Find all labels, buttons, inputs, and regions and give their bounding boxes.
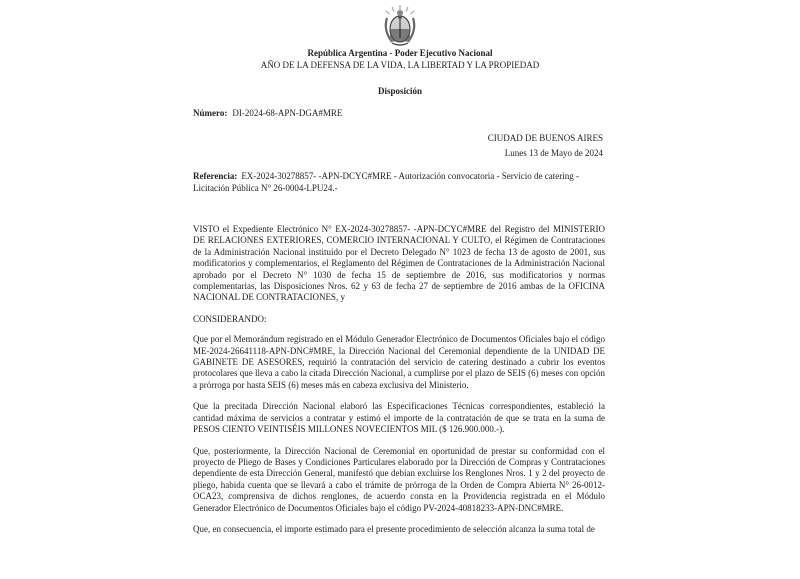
document-number bbox=[193, 108, 342, 118]
document-date: Lunes 13 de Mayo de 2024 bbox=[504, 148, 603, 158]
considerando-heading: CONSIDERANDO: bbox=[193, 313, 267, 324]
paragraph-specifications: Que la precitada Dirección Nacional elaboró las Especificaciones Técnicas correspondientes, estableció la cantidad máxima de servicios a contratar y estimó el importe de la contratación de que se trata en la suma de PESOS CIENTO VEINTISÉIS MILLONES NOVECIENTOS MIL ($ 126.900.000.-). bbox=[193, 401, 605, 435]
document-body bbox=[193, 224, 605, 545]
document-city: CIUDAD DE BUENOS AIRES bbox=[487, 133, 603, 143]
number-value: DI-2024-68-APN-DGA#MRE bbox=[232, 108, 343, 118]
document-reference bbox=[193, 170, 603, 194]
national-seal-icon bbox=[378, 4, 422, 48]
paragraph-consequence: Que, en consecuencia, el importe estimado para el presente procedimiento de selección alcanza la suma total de bbox=[193, 523, 595, 534]
paragraph-memorandum: Que por el Memorándum registrado en el Módulo Generador Electrónico de Documentos Oficiales bajo el código ME-2024-26641118-APN-DNC#MRE, la Dirección Nacional del Ceremonial dependiente de la UNIDAD DE GABINETE DE ASESORES, requirió la contratación del servicio de catering destinado a cubrir los eventos protocolares que lleva a cabo la citada Dirección Nacional, a cumplirse por el plazo de SEIS (6) meses con opción a prórroga por hasta SEIS (6) meses más en cabeza exclusiva del Ministerio. bbox=[193, 334, 605, 390]
reference-value: EX-2024-30278857- -APN-DCYC#MRE - Autorización convocatoria - Servicio de catering - Licitación Pública N° 26-0004-LPU24.- bbox=[193, 171, 579, 193]
paragraph-ceremonial: Que, posteriormente, la Dirección Nacional de Ceremonial en oportunidad de prestar su conformidad con el proyecto de Pliego de Bases y Condiciones Particulares elaborado por la Dirección de Compras y Contrataciones dependiente de esta Dirección General, manifestó que debían excluirse los Renglones Nros. 1 y 2 del proyecto de pliego, habida cuenta que se llevará a cabo el trámite de prórroga de la Orden de Compra Abierta N° 26-0012-OCA23, comprensiva de dichos renglones, de acuerdo consta en la Providencia registrada en el Módulo Generador Electrónico de Documentos Oficiales bajo el código PV-2024-40818233-APN-DNC#MRE. bbox=[193, 445, 605, 513]
visto-paragraph: VISTO el Expediente Electrónico N° EX-2024-30278857- -APN-DCYC#MRE del Registro del MINISTERIO DE RELACIONES EXTERIORES, COMERCIO INTERNACIONAL Y CULTO, el Régimen de Contrataciones de la Administración Nacional instituido por el Decreto Delegado N° 1023 de fecha 13 de agosto de 2001, sus modificatorios y complementarios, el Reglamento del Régimen de Contrataciones de la Administración Nacional aprobado por el Decreto N° 1030 de fecha 15 de septiembre de 2016, sus modificatorios y normas complementarias, las Disposiciones Nros. 62 y 63 de fecha 27 de septiembre de 2016 ambas de la OFICINA NACIONAL DE CONTRATACIONES, y bbox=[193, 224, 605, 303]
document-title: Disposición bbox=[377, 86, 422, 96]
header-year-motto: AÑO DE LA DEFENSA DE LA VIDA, LA LIBERTAD Y LA PROPIEDAD bbox=[260, 60, 540, 70]
number-label: Número: bbox=[193, 108, 228, 118]
reference-label: Referencia: bbox=[193, 171, 238, 181]
header-government: República Argentina - Poder Ejecutivo Nacional bbox=[307, 48, 493, 58]
